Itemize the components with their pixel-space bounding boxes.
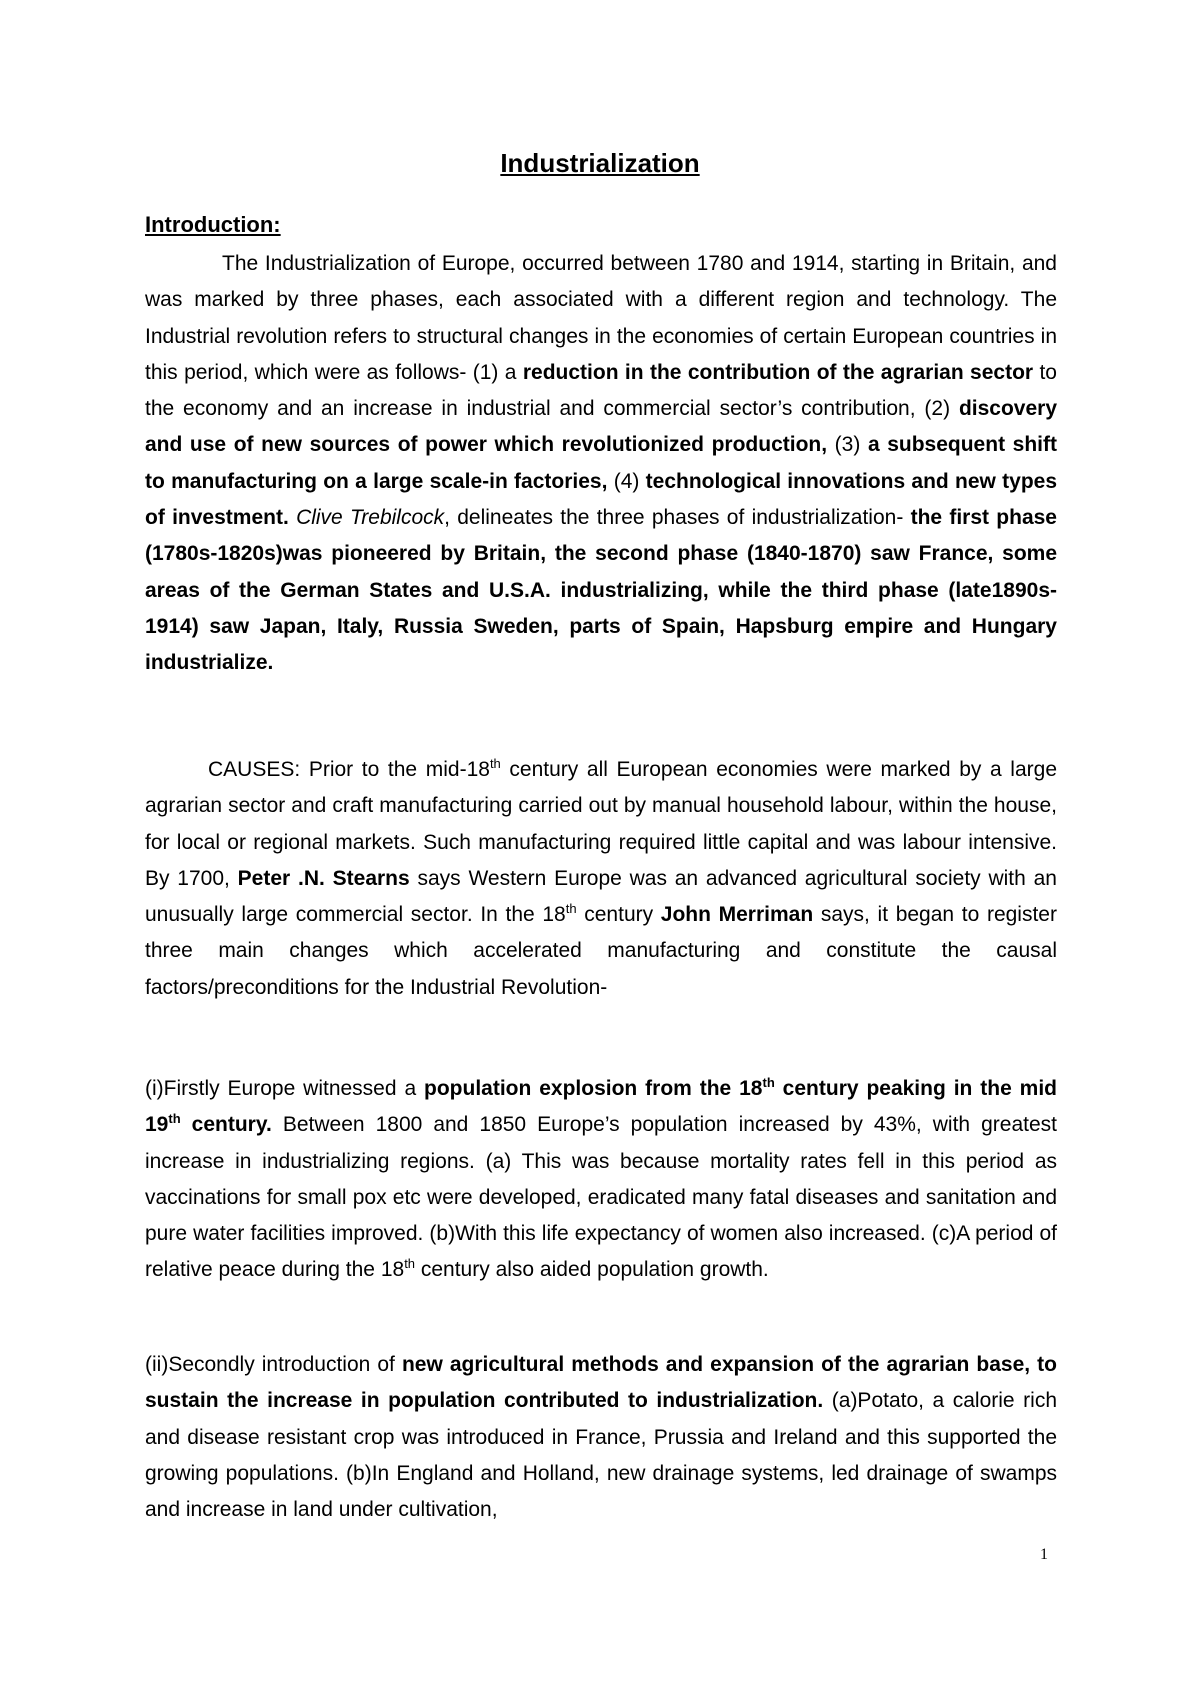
text-run: (a)Potato, a calorie rich and disease resistant crop was introduced in France, Prussia and Ireland and this supported the growing populations. (b)In England and Holland, new drainage systems, led drainage of swamps and increase in land under cultivation, bbox=[145, 1389, 1058, 1522]
bold-text: the first phase (1780s-1820s)was pioneered by Britain, the second phase (1840-1870) saw France, some areas of the German States and U.S.A. industrializing, while the third phase (late1890s-1914) saw Japan, Italy, Russia Sweden, parts of Spain, Hapsburg empire and Hungary industrialize. bbox=[145, 506, 1057, 675]
text-run: The Industrialization of Europe, occurred between 1780 and 1914, starting in Britain, and was marked by three phases, each associated with a different region and technology. The Industrial revolution refers to structural changes in the economies of certain European countries in this period, which were as follows- (1) a bbox=[145, 252, 1057, 384]
bold-text: reduction in the contribution of the agrarian sector bbox=[522, 360, 1034, 384]
text-run: (3) bbox=[827, 433, 868, 457]
page-number: 1 bbox=[1040, 1546, 1048, 1563]
text-run: CAUSES: Prior to the mid-18 bbox=[208, 758, 490, 781]
text-run: Between 1800 and 1850 Europe’s population increased by 43%, with greatest increase in industrializing regions. (a) This was because mortality rates fell in this period as vaccinations for small pox etc were developed, eradicated many fatal diseases and sanitation and pure water facilities improved. (b)With this life expectancy of women also increased. (c)A period of relative peace during the 18 bbox=[145, 1113, 1058, 1282]
text-run: says Western Europe was an advanced agricultural society with an unusually large commercial sector. In the 18 bbox=[145, 866, 1057, 927]
bold-text: technological innovations and new types of investment. bbox=[145, 469, 1058, 530]
paragraph-introduction bbox=[145, 246, 1057, 682]
text-run: century bbox=[576, 903, 661, 927]
text-run: (4) bbox=[607, 469, 646, 493]
text-run: to the economy and an increase in industrial and commercial sector’s contribution, (2) bbox=[145, 360, 1057, 421]
paragraph-point-i bbox=[145, 1071, 1057, 1289]
bold-text: century peaking in the mid 19 bbox=[145, 1077, 1058, 1137]
superscript: th bbox=[489, 756, 501, 771]
text-run: says, it began to register three main changes which accelerated manufacturing and constitute the causal factors/preconditions for the Industrial Revolution- bbox=[145, 903, 1057, 999]
paragraph-causes bbox=[145, 752, 1057, 1006]
italic-author-name: Clive Trebilcock bbox=[296, 506, 445, 530]
text-run: century all European economies were marked by a large agrarian sector and craft manufacturing carried out by manual household labour, within the house, for local or regional markets. Such manufacturing required little capital and was labour intensive. By 1700, bbox=[145, 758, 1057, 890]
bold-text: century. bbox=[180, 1113, 272, 1137]
bold-text: population explosion from the 18 bbox=[424, 1077, 763, 1100]
superscript: th bbox=[565, 901, 577, 917]
text-run: (ii)Secondly introduction of bbox=[145, 1353, 402, 1376]
text-run bbox=[289, 506, 296, 529]
bold-text: discovery and use of new sources of power which revolutionized production, bbox=[145, 397, 1057, 457]
bold-author-name: Peter .N. Stearns bbox=[237, 866, 410, 890]
bold-text: a subsequent shift to manufacturing on a large scale-in factories, bbox=[145, 433, 1057, 493]
superscript: th bbox=[168, 1111, 181, 1127]
bold-author-name: John Merriman bbox=[660, 903, 814, 927]
text-run: century also aided population growth. bbox=[415, 1258, 769, 1282]
superscript: th bbox=[762, 1075, 775, 1090]
bold-text: new agricultural methods and expansion of the agrarian base, to sustain the increase in population contributed to industrialization. bbox=[145, 1353, 1057, 1413]
paragraph-point-ii bbox=[145, 1347, 1057, 1528]
superscript: th bbox=[404, 1256, 416, 1272]
page-title: Industrialization bbox=[500, 148, 700, 178]
section-heading-introduction: Introduction: bbox=[145, 212, 281, 237]
text-run: , delineates the three phases of industrialization- bbox=[444, 506, 911, 530]
text-run: (i)Firstly Europe witnessed a bbox=[145, 1077, 425, 1100]
